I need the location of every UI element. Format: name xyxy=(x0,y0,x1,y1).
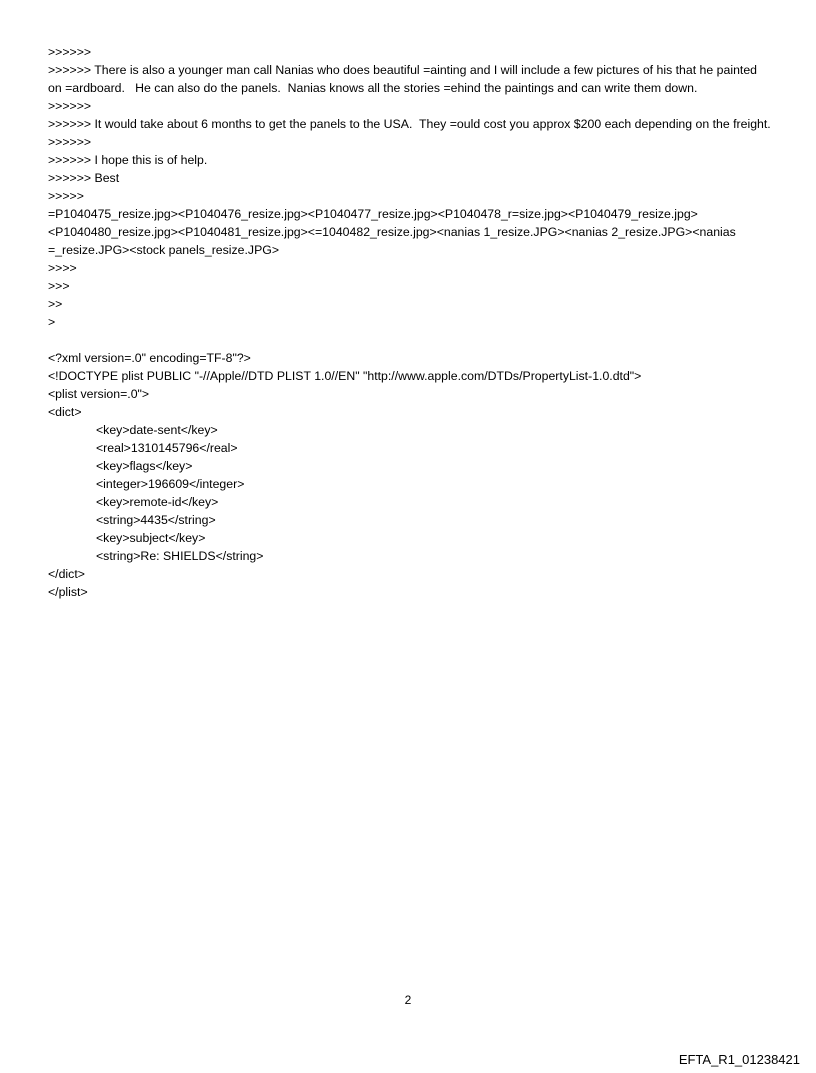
document-body xyxy=(48,43,772,601)
email-line: >>>>>> xyxy=(48,45,92,59)
plist-entry: <real>1310145796</real> xyxy=(96,441,238,455)
email-line: > xyxy=(48,315,56,329)
plist-entry: <key>subject</key> xyxy=(96,531,206,545)
attachment-list-line: =P1040475_resize.jpg><P1040476_resize.jpg><P1040477_resize.jpg><P1040478_r=size.jpg><P1040479_resize.jpg><P1040480_resize.jpg><P1040481_resize.jpg><=1040482_resize.jpg><nanias 1_resize.JPG><nanias 2_resize.JPG><nanias =_resize.JPG><stock panels_resize.JPG> xyxy=(48,207,740,257)
email-line: >>> xyxy=(48,279,70,293)
plist-entry: <key>date-sent</key> xyxy=(96,423,218,437)
email-line: >>>>>> Best xyxy=(48,171,120,185)
email-line: >>>>>> I hope this is of help. xyxy=(48,153,208,167)
email-line: >>>> xyxy=(48,261,77,275)
page-number: 2 xyxy=(404,993,412,1007)
email-line: >>>>>> There is also a younger man call Nanias who does beautiful =ainting and I will include a few pictures of his that he painted on =ardboard. He can also do the panels. Nanias knows all the stories =ehind the paintings and can write them down. xyxy=(48,63,761,95)
email-line: >>>>>> xyxy=(48,99,92,113)
plist-entry: <key>flags</key> xyxy=(96,459,193,473)
plist-entry: <string>Re: SHIELDS</string> xyxy=(96,549,264,563)
plist-entry: <integer>196609</integer> xyxy=(96,477,245,491)
blank-spacer xyxy=(48,331,772,349)
plist-entry: <string>4435</string> xyxy=(96,513,216,527)
bates-number: EFTA_R1_01238421 xyxy=(678,1052,800,1067)
email-line: >>>>>> xyxy=(48,135,92,149)
email-line: >> xyxy=(48,297,63,311)
email-line: >>>>> xyxy=(48,189,84,203)
plist-doctype: <!DOCTYPE plist PUBLIC "-//Apple//DTD PLIST 1.0//EN" "http://www.apple.com/DTDs/PropertyList-1.0.dtd"> xyxy=(48,369,642,383)
plist-open-tag: <plist version=.0"> xyxy=(48,387,150,401)
email-line: >>>>>> It would take about 6 months to get the panels to the USA. They =ould cost you approx $200 each depending on the freight. xyxy=(48,117,771,131)
dict-close-tag: </dict> xyxy=(48,567,85,581)
dict-open-tag: <dict> xyxy=(48,405,82,419)
plist-close-tag: </plist> xyxy=(48,585,88,599)
xml-declaration: <?xml version=.0" encoding=TF-8"?> xyxy=(48,351,251,365)
plist-entry: <key>remote-id</key> xyxy=(96,495,219,509)
